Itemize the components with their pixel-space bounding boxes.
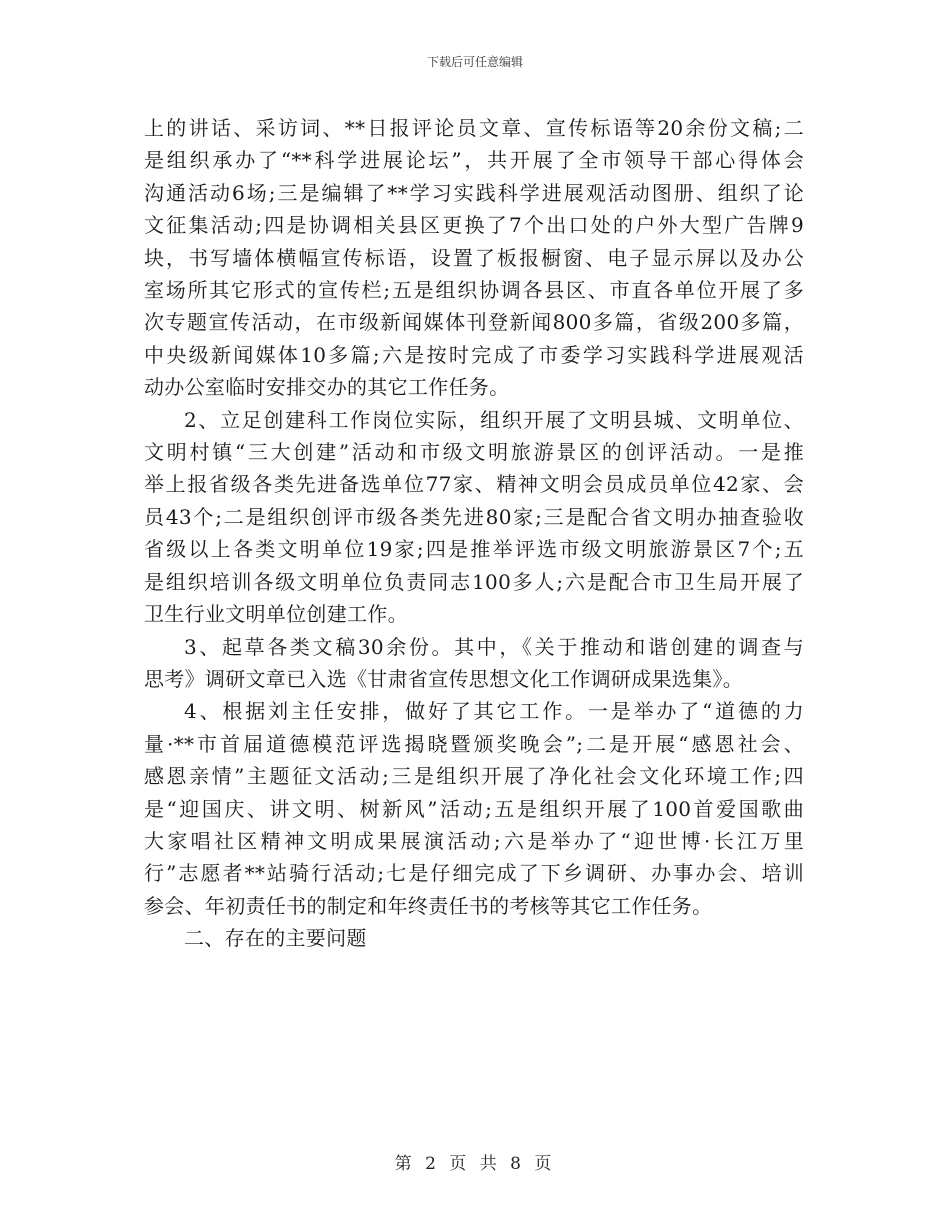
paragraph-2 — [144, 404, 804, 631]
paragraph-line: 4、根据刘主任安排，做好了其它工作。一是举办了“道德的力 — [184, 699, 804, 724]
paragraph-1 — [144, 112, 804, 404]
paragraph-line: 行”志愿者**站骑行活动;七是仔细完成了下乡调研、办事办会、培训 — [144, 861, 804, 886]
paragraph-line: 感恩亲情”主题征文活动;三是组织开展了净化社会文化环境工作;四 — [144, 764, 804, 789]
section-heading: 二、存在的主要问题 — [184, 926, 367, 951]
paragraph-line: 员43个;二是组织创评市级各类先进80家;三是配合省文明办抽查验收 — [144, 504, 804, 529]
paragraph-4 — [144, 695, 804, 922]
paragraph-line: 量·**市首届道德模范评选揭晓暨颁奖晚会”;二是开展“感恩社会、 — [144, 731, 804, 756]
paragraph-line: 参会、年初责任书的制定和年终责任书的考核等其它工作任务。 — [144, 893, 713, 918]
paragraph-line: 动办公室临时安排交办的其它工作任务。 — [144, 375, 510, 400]
paragraph-line: 室场所其它形式的宣传栏;五是组织协调各县区、市直各单位开展了多 — [144, 278, 804, 303]
paragraph-line: 3、起草各类文稿30余份。其中，《关于推动和谐创建的调查与 — [184, 634, 804, 659]
paragraph-line: 上的讲话、采访词、**日报评论员文章、宣传标语等20余份文稿;二 — [144, 116, 804, 140]
paragraph-line: 文明村镇“三大创建”活动和市级文明旅游景区的创评活动。一是推 — [144, 440, 804, 465]
paragraph-3 — [144, 631, 804, 696]
paragraph-line: 大家唱社区精神文明成果展演活动;六是举办了“迎世博·长江万里 — [144, 828, 804, 853]
paragraph-line: 次专题宣传活动，在市级新闻媒体刊登新闻800多篇，省级200多篇， — [144, 310, 804, 335]
paragraph-line: 是组织承办了“**科学进展论坛”，共开展了全市领导干部心得体会 — [144, 148, 804, 173]
paragraph-line: 文征集活动;四是协调相关县区更换了7个出口处的户外大型广告牌9 — [144, 213, 804, 238]
paragraph-line: 是组织培训各级文明单位负责同志100多人;六是配合市卫生局开展了 — [144, 569, 804, 594]
paragraph-line: 中央级新闻媒体10多篇;六是按时完成了市委学习实践科学进展观活 — [144, 342, 804, 367]
paragraph-line: 沟通活动6场;三是编辑了**学习实践科学进展观活动图册、组织了论 — [144, 180, 804, 205]
paragraph-line: 举上报省级各类先进备选单位77家、精神文明会员成员单位42家、会 — [144, 472, 804, 497]
paragraph-line: 省级以上各类文明单位19家;四是推举评选市级文明旅游景区7个;五 — [144, 537, 804, 562]
paragraph-line: 卫生行业文明单位创建工作。 — [144, 602, 408, 627]
document-body — [144, 112, 804, 955]
paragraph-line: 块，书写墙体横幅宣传标语，设置了板报橱窗、电子显示屏以及办公 — [144, 245, 804, 270]
page-header-note: 下载后可任意编辑 — [426, 55, 523, 69]
page-number-footer: 第 2 页 共 8 页 — [394, 1154, 556, 1174]
paragraph-line: 2、立足创建科工作岗位实际，组织开展了文明县城、文明单位、 — [184, 407, 804, 432]
paragraph-line: 思考》调研文章已入选《甘肃省宣传思想文化工作调研成果选集》。 — [144, 666, 743, 691]
paragraph-line: 是“迎国庆、讲文明、树新风”活动;五是组织开展了100首爱国歌曲 — [144, 796, 804, 821]
